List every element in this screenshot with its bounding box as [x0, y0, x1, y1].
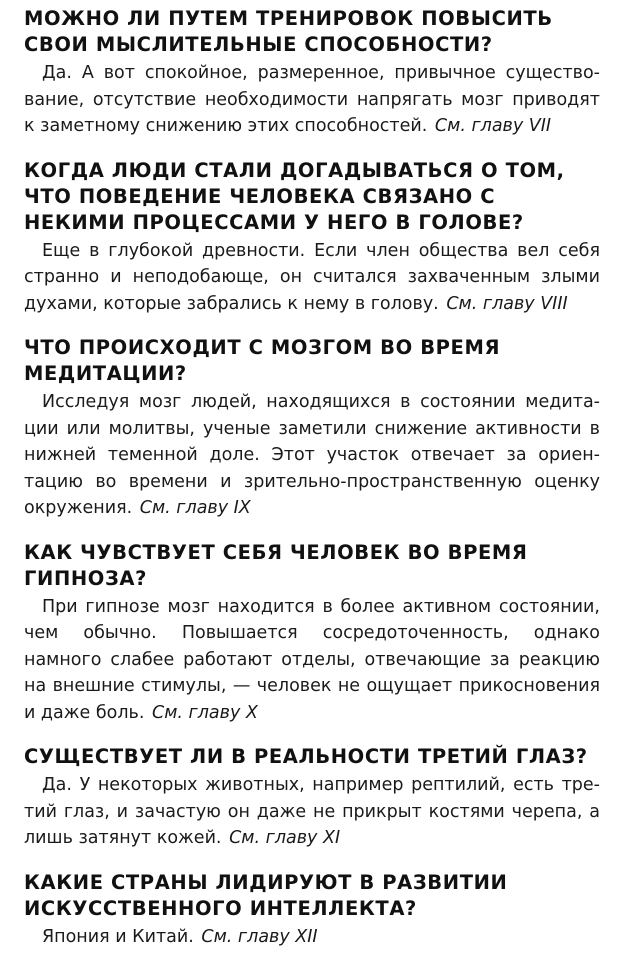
faq-item	[24, 744, 600, 852]
faq-question: ЧТО ПРОИСХОДИТ С МОЗГОМ ВО ВРЕМЯ МЕДИТАЦИИ?	[24, 336, 501, 385]
faq-item	[24, 335, 600, 522]
chapter-reference: См. главу VII	[434, 116, 552, 136]
faq-item	[24, 6, 600, 140]
faq-answer	[24, 389, 600, 522]
answer-text: Япония и Китай.	[42, 926, 194, 947]
faq-answer	[24, 924, 600, 951]
faq-question: КАК ЧУВСТВУЕТ СЕБЯ ЧЕЛОВЕК ВО ВРЕМЯ ГИПНОЗА?	[24, 540, 528, 590]
faq-answer	[24, 594, 600, 727]
faq-question: СУЩЕСТВУЕТ ЛИ В РЕАЛЬНОСТИ ТРЕТИЙ ГЛАЗ?	[24, 745, 588, 768]
answer-text: Исследуя мозг людей, находящихся в состоянии медитации или молитвы, ученые заметили снижение активности в нижней теменной доле. Этот участок отвечает за ориентацию во времени и зрительно-пространственную оценку окружения.	[24, 392, 600, 518]
answer-text: Еще в глубокой древности. Если член общества вел себя странно и неподобающе, он считался захваченным злыми духами, которые забрались к нему в голову.	[24, 240, 600, 314]
faq-answer	[24, 238, 600, 318]
faq-item	[24, 540, 600, 727]
chapter-reference: См. главу VIII	[446, 293, 568, 314]
chapter-reference: См. главу X	[152, 702, 258, 723]
faq-page	[24, 6, 600, 968]
faq-item	[24, 870, 600, 951]
answer-text: Да. А вот спокойное, размеренное, привычное существование, отсутствие необходимости напрягать мозг приводят к заметному снижению этих способностей.	[24, 63, 600, 136]
chapter-reference: См. главу IX	[139, 498, 251, 518]
chapter-reference: См. главу XI	[229, 828, 341, 848]
faq-question: МОЖНО ЛИ ПУТЕМ ТРЕНИРОВОК ПОВЫСИТЬ СВОИ МЫСЛИТЕЛЬНЫЕ СПОСОБНОСТИ?	[24, 7, 553, 56]
faq-answer	[24, 60, 600, 140]
answer-text: При гипнозе мозг находится в более активном состоянии, чем обычно. Повышается сосредоточенность, однако намного слабее работают отделы, отвечающие за реакцию на внешние стимулы, — человек не ощущает прикосновения и даже боль.	[24, 596, 600, 723]
faq-item	[24, 158, 600, 318]
faq-question: КОГДА ЛЮДИ СТАЛИ ДОГАДЫВАТЬСЯ О ТОМ, ЧТО ПОВЕДЕНИЕ ЧЕЛОВЕКА СВЯЗАНО С НЕКИМИ ПРОЦЕССАМИ У НЕГО В ГОЛОВЕ?	[24, 158, 565, 234]
faq-question: КАКИЕ СТРАНЫ ЛИДИРУЮТ В РАЗВИТИИ ИСКУССТВЕННОГО ИНТЕЛЛЕКТА?	[24, 870, 508, 920]
faq-answer	[24, 772, 600, 852]
answer-text: Да. У некоторых животных, например рептилий, есть третий глаз, и зачастую он даже не прикрыт костями черепа, а лишь затянут кожей.	[24, 775, 600, 848]
chapter-reference: См. главу XII	[201, 926, 318, 947]
